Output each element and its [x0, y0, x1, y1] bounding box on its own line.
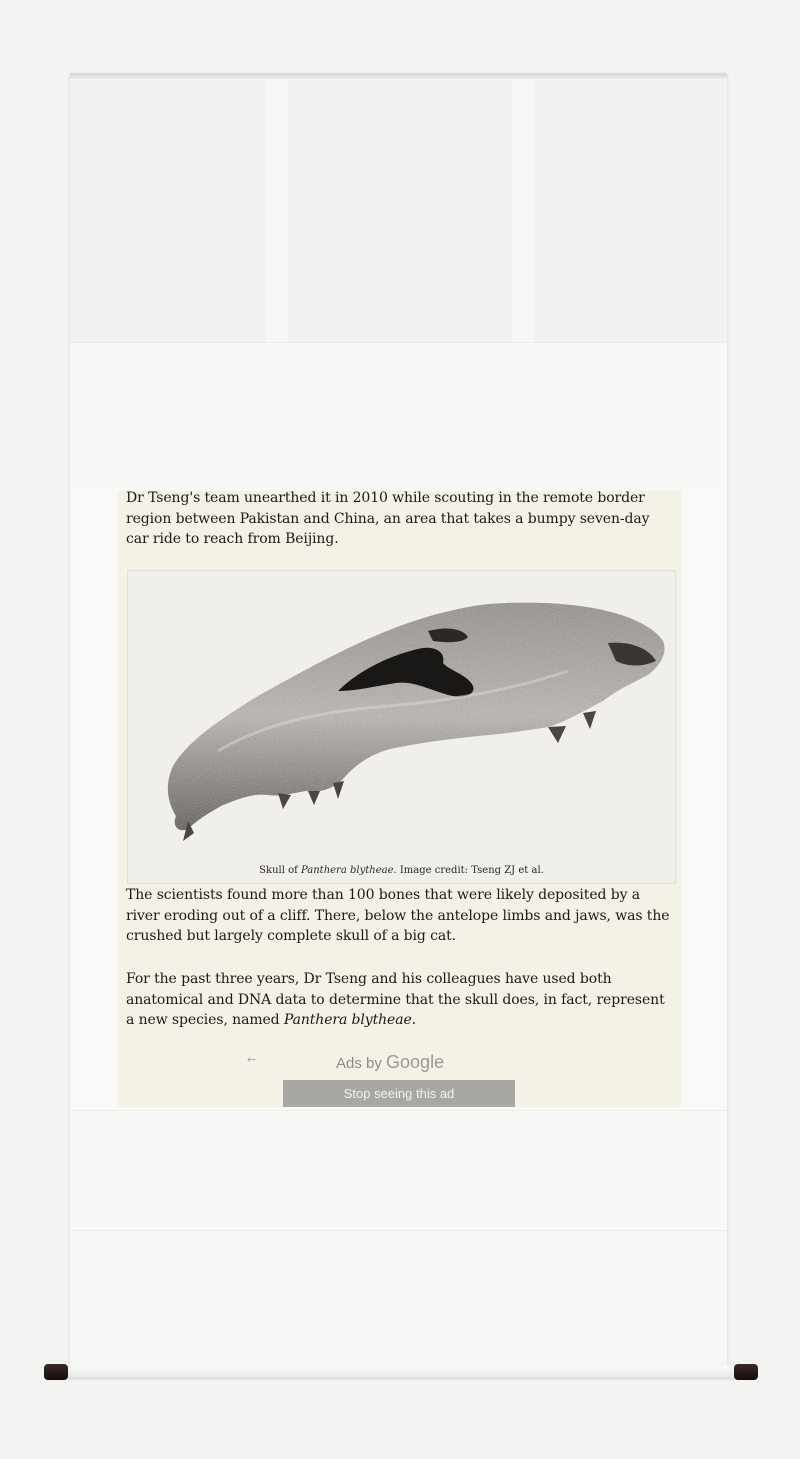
stop-seeing-ad-button[interactable]: Stop seeing this ad [283, 1080, 515, 1107]
article-figure [127, 570, 676, 884]
figure-caption: Skull of Panthera blytheae. Image credit: Tseng ZJ et al. [259, 865, 544, 876]
article-print [117, 491, 681, 1107]
rod-end-right [734, 1364, 758, 1380]
google-logo: Google [386, 1052, 445, 1072]
scroll-lower-panel [70, 1110, 727, 1231]
scroll-top-panel [70, 80, 727, 342]
scroll-top-rod [70, 73, 727, 79]
scroll-mid-panel [70, 342, 727, 491]
article-paragraph-2: The scientists found more than 100 bones that were likely deposited by a river eroding out of a cliff. There, below the antelope limbs and jaws, was the crushed but largely complete skull of a big cat. [126, 887, 670, 944]
article-paragraph-1: Dr Tseng's team unearthed it in 2010 while scouting in the remote border region between Pakistan and China, an area that takes a bumpy seven-day car ride to reach from Beijing. [126, 491, 650, 547]
article-paragraph-3: For the past three years, Dr Tseng and his colleagues have used both anatomical and DNA data to determine that the skull does, in fact, represent a new species, named Panthera blytheae. [126, 971, 665, 1028]
back-arrow-icon[interactable]: ← [247, 1053, 257, 1066]
scroll-bottom-panel [70, 1230, 727, 1371]
scroll-bottom-rod [44, 1364, 758, 1380]
rod-end-left [44, 1364, 68, 1380]
ad-block [117, 1051, 681, 1107]
skull-photo [128, 571, 675, 863]
ads-by-google-label: Ads by Google [336, 1052, 445, 1072]
